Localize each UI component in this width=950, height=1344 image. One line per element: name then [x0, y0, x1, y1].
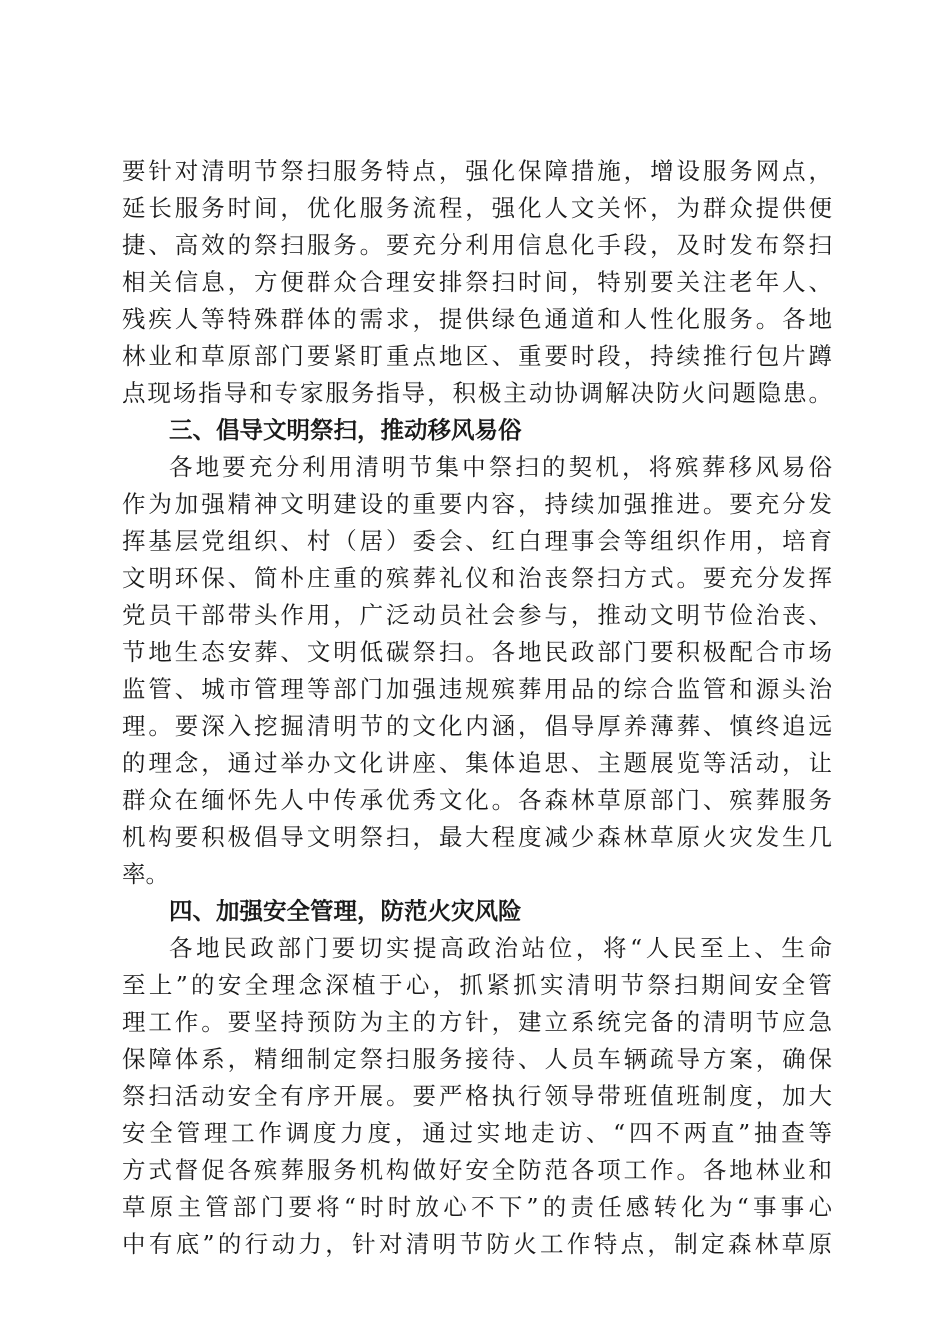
paragraph-line: 要针对清明节祭扫服务特点，强化保障措施，增设服务网点， — [122, 157, 832, 185]
paragraph-line: 理。要深入挖掘清明节的文化内涵，倡导厚养薄葬、慎终追远 — [122, 712, 832, 740]
paragraph-line: 延长服务时间，优化服务流程，强化人文关怀，为群众提供便 — [122, 194, 832, 222]
paragraph-line: 各地要充分利用清明节集中祭扫的契机，将殡葬移风易俗 — [169, 453, 832, 481]
paragraph-line: 节地生态安葬、文明低碳祭扫。各地民政部门要积极配合市场 — [122, 638, 832, 666]
paragraph-line: 中有底”的行动力，针对清明节防火工作特点，制定森林草原 — [122, 1230, 832, 1258]
paragraph-line: 安全管理工作调度力度，通过实地走访、“四不两直”抽查等 — [122, 1119, 832, 1147]
paragraph-line: 草原主管部门要将“时时放心不下”的责任感转化为“事事心 — [122, 1193, 832, 1221]
paragraph-line: 至上”的安全理念深植于心，抓紧抓实清明节祭扫期间安全管 — [122, 971, 832, 999]
paragraph-line: 残疾人等特殊群体的需求，提供绿色通道和人性化服务。各地 — [122, 305, 832, 333]
paragraph-line: 各地民政部门要切实提高政治站位，将“人民至上、生命 — [169, 934, 832, 962]
paragraph-line: 捷、高效的祭扫服务。要充分利用信息化手段，及时发布祭扫 — [122, 231, 832, 259]
paragraph-line: 的理念，通过举办文化讲座、集体追思、主题展览等活动，让 — [122, 749, 832, 777]
paragraph-line: 文明环保、简朴庄重的殡葬礼仪和治丧祭扫方式。要充分发挥 — [122, 564, 832, 592]
paragraph-line: 保障体系，精细制定祭扫服务接待、人员车辆疏导方案，确保 — [122, 1045, 832, 1073]
paragraph-line: 监管、城市管理等部门加强违规殡葬用品的综合监管和源头治 — [122, 675, 832, 703]
paragraph-line: 林业和草原部门要紧盯重点地区、重要时段，持续推行包片蹲 — [122, 342, 832, 370]
paragraph-line: 机构要积极倡导文明祭扫，最大程度减少森林草原火灾发生几 — [122, 823, 832, 851]
paragraph-line: 党员干部带头作用，广泛动员社会参与，推动文明节俭治丧、 — [122, 601, 832, 629]
paragraph-line: 方式督促各殡葬服务机构做好安全防范各项工作。各地林业和 — [122, 1156, 832, 1184]
section-heading: 四、加强安全管理，防范火灾风险 — [169, 897, 522, 925]
paragraph-line: 群众在缅怀先人中传承优秀文化。各森林草原部门、殡葬服务 — [122, 786, 832, 814]
paragraph-line: 祭扫活动安全有序开展。要严格执行领导带班值班制度，加大 — [122, 1082, 832, 1110]
paragraph-line: 点现场指导和专家服务指导，积极主动协调解决防火问题隐患。 — [122, 379, 832, 407]
paragraph-line: 相关信息，方便群众合理安排祭扫时间，特别要关注老年人、 — [122, 268, 832, 296]
paragraph-line: 理工作。要坚持预防为主的方针，建立系统完备的清明节应急 — [122, 1008, 832, 1036]
paragraph-line: 挥基层党组织、村（居）委会、红白理事会等组织作用，培育 — [122, 527, 832, 555]
paragraph-line: 作为加强精神文明建设的重要内容，持续加强推进。要充分发 — [122, 490, 832, 518]
paragraph-line: 率。 — [122, 860, 169, 888]
section-heading: 三、倡导文明祭扫，推动移风易俗 — [169, 416, 522, 444]
